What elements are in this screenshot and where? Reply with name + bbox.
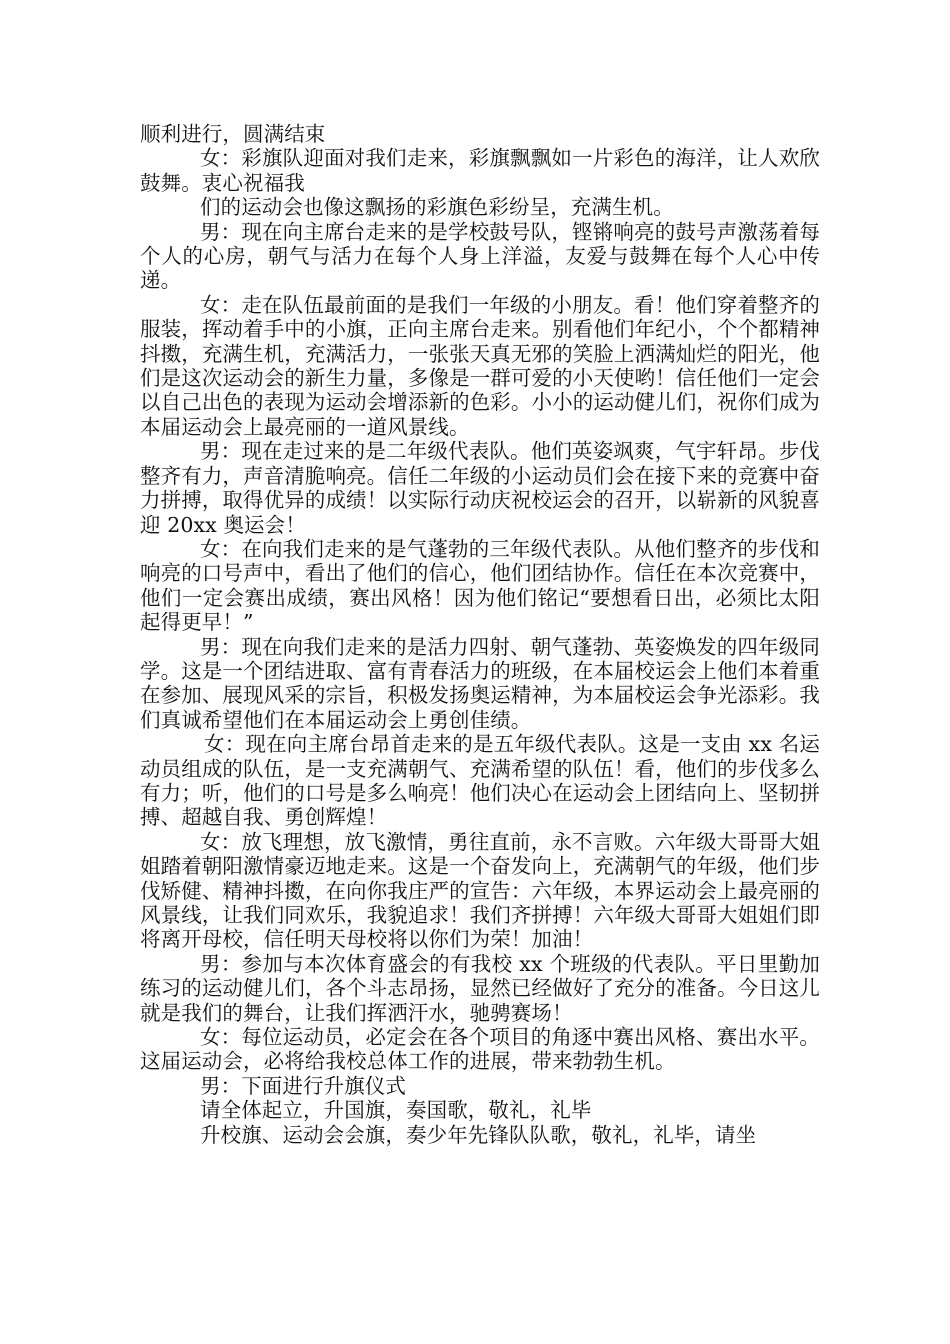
paragraph-athletes: 女：每位运动员，必定会在各个项目的角逐中赛出风格、赛出水平。这届运动会，必将给我校总体工作的进展，带来勃勃生机。 <box>140 1025 820 1074</box>
paragraph-drum-band: 男：现在向主席台走来的是学校鼓号队，铿锵响亮的鼓号声激荡着每个人的心房，朝气与活力在每个人身上洋溢，友爱与鼓舞在每个人心中传递。 <box>140 219 820 293</box>
paragraph-grade-one: 女：走在队伍最前面的是我们一年级的小朋友。看！他们穿着整齐的服装，挥动着手中的小旗，正向主席台走来。别看他们年纪小，个个都精神抖擞，充满生机，充满活力，一张张天真无邪的笑脸上洒满灿烂的阳光，他们是这次运动会的新生力量，多像是一群可爱的小天使哟！信任他们一定会以自己出色的表现为运动会增添新的色彩。小小的运动健儿们，祝你们成为本届运动会上最亮丽的一道风景线。 <box>140 292 820 439</box>
paragraph-grade-six: 女：放飞理想，放飞激情，勇往直前，永不言败。六年级大哥哥大姐姐踏着朝阳激情豪迈地走来。这是一个奋发向上，充满朝气的年级，他们步伐矫健、精神抖擞，在向你我庄严的宣告：六年级，本界运动会上最亮丽的风景线，让我们同欢乐，我貌追求！我们齐拼搏！六年级大哥哥大姐姐们即将离开母校，信任明天母校将以你们为荣！加油！ <box>140 829 820 952</box>
paragraph-grade-five: 女：现在向主席台昂首走来的是五年级代表队。这是一支由 xx 名运动员组成的队伍，是一支充满朝气、充满希望的队伍！看，他们的步伐多么有力；听，他们的口号是多么响亮！他们决心在运动会上团结向上、坚韧拼搏、超越自我、勇创辉煌！ <box>140 732 820 830</box>
paragraph-all-classes: 男：参加与本次体育盛会的有我校 xx 个班级的代表队。平日里勤加练习的运动健儿们，各个斗志昂扬，显然已经做好了充分的准备。今日这儿就是我们的舞台，让我们挥洒汗水，驰骋赛场！ <box>140 951 820 1025</box>
paragraph-flag-ceremony: 男：下面进行升旗仪式 <box>200 1073 406 1098</box>
paragraph-flag-team-continued: 们的运动会也像这飘扬的彩旗色彩纷呈，充满生机。 <box>200 195 674 220</box>
paragraph-grade-two: 男：现在走过来的是二年级代表队。他们英姿飒爽，气宇轩昂。步伐整齐有力，声音清脆响亮。信任二年级的小运动员们会在接下来的竞赛中奋力拼搏，取得优异的成绩！以实际行动庆祝校运会的召开，以崭新的风貌喜迎 20xx 奥运会！ <box>140 439 820 537</box>
document-body <box>140 122 820 1147</box>
paragraph-flag-team: 女：彩旗队迎面对我们走来，彩旗飘飘如一片彩色的海洋，让人欢欣鼓舞。衷心祝福我 <box>140 146 820 195</box>
paragraph-school-flag: 升校旗、运动会会旗，奏少年先锋队队歌，敬礼，礼毕，请坐 <box>200 1122 757 1147</box>
paragraph-national-flag: 请全体起立，升国旗，奏国歌，敬礼，礼毕 <box>200 1098 592 1123</box>
paragraph-grade-three: 女：在向我们走来的是气蓬勃的三年级代表队。从他们整齐的步伐和响亮的口号声中，看出了他们的信心，他们团结协作。信任在本次竞赛中，他们一定会赛出成绩，赛出风格！因为他们铭记“要想看日出，必须比太阳起得更早！” <box>140 536 820 635</box>
paragraph-grade-four: 男：现在向我们走来的是活力四射、朝气蓬勃、英姿焕发的四年级同学。这是一个团结进取、富有青春活力的班级，在本届校运会上他们本着重在参加、展现风采的宗旨，积极发扬奥运精神，为本届校运会争光添彩。我们真诚希望他们在本届运动会上勇创佳绩。 <box>140 634 820 732</box>
paragraph-opening-line: 顺利进行，圆满结束 <box>140 122 326 146</box>
